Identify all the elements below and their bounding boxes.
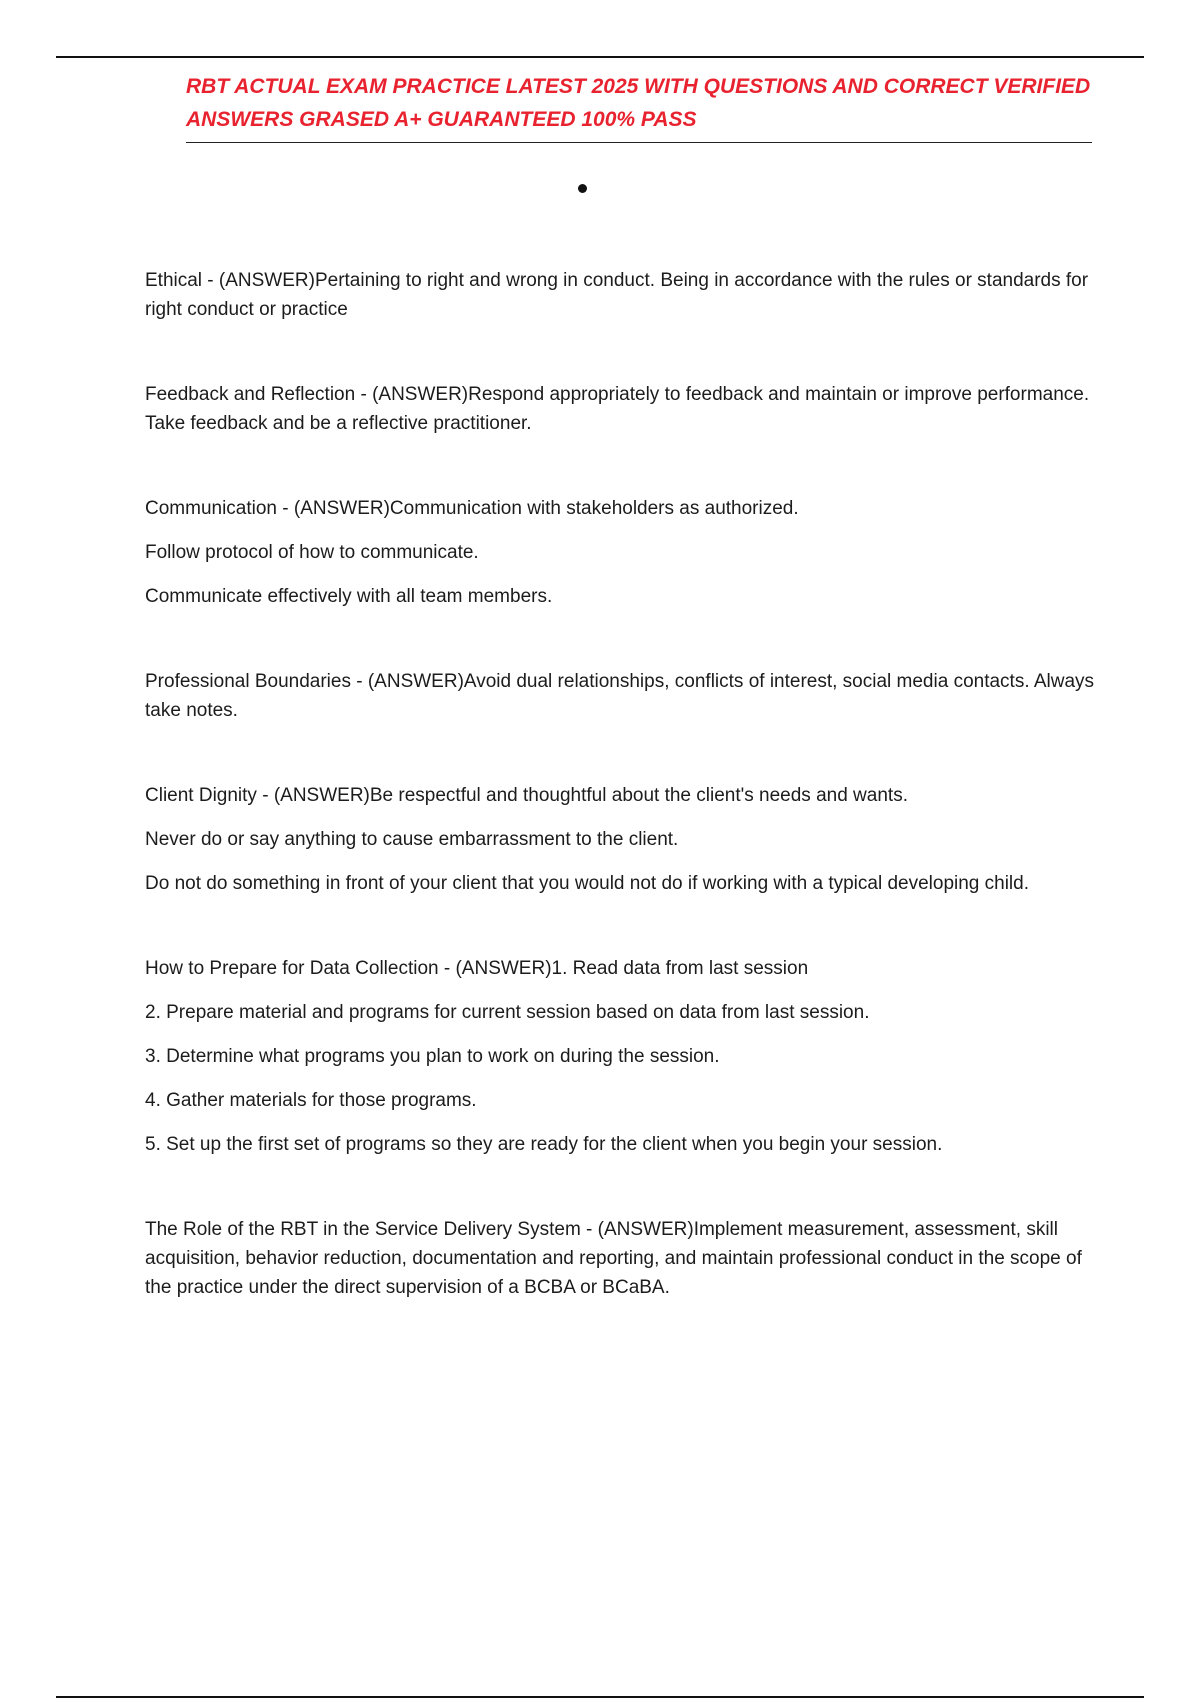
entry-role-of-rbt (145, 1215, 1095, 1302)
entry-feedback-and-reflection (145, 380, 1095, 438)
entry-paragraph: Communication - (ANSWER)Communication with stakeholders as authorized. (145, 498, 799, 519)
entry-paragraph: How to Prepare for Data Collection - (ANSWER)1. Read data from last session (145, 958, 809, 979)
entry-paragraph: 3. Determine what programs you plan to work on during the session. (145, 1046, 720, 1067)
entry-paragraph: 4. Gather materials for those programs. (145, 1090, 477, 1111)
entry-paragraph: Follow protocol of how to communicate. (145, 542, 479, 563)
entry-paragraph: Client Dignity - (ANSWER)Be respectful and thoughtful about the client's needs and wants. (145, 785, 908, 806)
title-line-1: RBT ACTUAL EXAM PRACTICE LATEST 2025 WITH QUESTIONS AND CORRECT VERIFIED (186, 75, 1091, 98)
entry-paragraph: Never do or say anything to cause embarrassment to the client. (145, 829, 679, 850)
entry-paragraph: The Role of the RBT in the Service Delivery System - (ANSWER)Implement measurement, assessment, skill acquisition, behavior reduction, documentation and reporting, and maintain professional conduct in the scope of the practice under the direct supervision of a BCBA or BCaBA. (145, 1219, 1082, 1298)
title-line-2: ANSWERS GRASED A+ GUARANTEED 100% PASS (186, 108, 697, 131)
entry-paragraph: Communicate effectively with all team members. (145, 586, 553, 607)
entry-communication (145, 494, 1095, 611)
entry-ethical (145, 266, 1095, 324)
document-body (145, 266, 1095, 1358)
entry-paragraph: Ethical - (ANSWER)Pertaining to right and wrong in conduct. Being in accordance with the rules or standards for right conduct or practice (145, 270, 1089, 320)
top-rule (56, 56, 1144, 58)
entry-client-dignity (145, 781, 1095, 898)
bottom-rule (56, 1696, 1144, 1698)
entry-paragraph: 5. Set up the first set of programs so they are ready for the client when you begin your session. (145, 1134, 943, 1155)
entry-paragraph: Do not do something in front of your client that you would not do if working with a typical developing child. (145, 873, 1030, 894)
entry-professional-boundaries (145, 667, 1095, 725)
document-title (186, 70, 1092, 143)
entry-paragraph: 2. Prepare material and programs for current session based on data from last session. (145, 1002, 870, 1023)
bullet-dot (578, 184, 587, 193)
entry-paragraph: Feedback and Reflection - (ANSWER)Respond appropriately to feedback and maintain or improve performance. Take feedback and be a reflective practitioner. (145, 384, 1090, 434)
entry-paragraph: Professional Boundaries - (ANSWER)Avoid dual relationships, conflicts of interest, social media contacts. Always take notes. (145, 671, 1095, 721)
entry-data-collection (145, 954, 1095, 1159)
